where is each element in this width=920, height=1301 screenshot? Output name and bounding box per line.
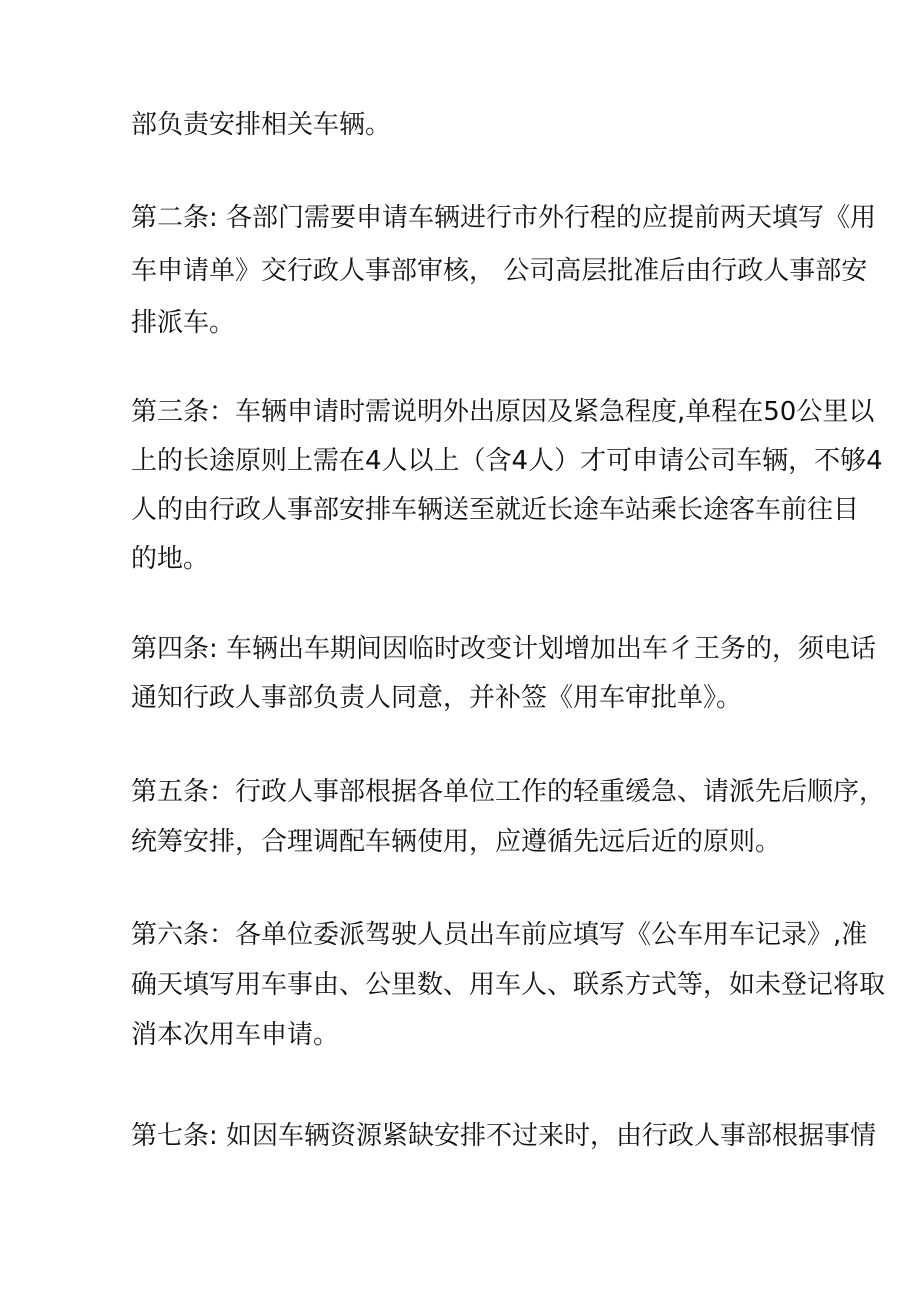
article-3-line-3: 人的由行政人事部安排车辆送至就近长途车站乘长途客车前往目 bbox=[131, 495, 860, 525]
article-2-line-3: 排派车。 bbox=[131, 308, 236, 338]
article-3-line-1: 第三条：车辆申请时需说明外出原因及紧急程度,单程在50公里以 bbox=[131, 397, 875, 427]
article-7-line-1: 第七条: 如因车辆资源紧缺安排不过来时，由行政人事部根据事情 bbox=[131, 1121, 877, 1151]
article-6-line-1: 第六条：各单位委派驾驶人员出车前应填写《公车用车记录》,准 bbox=[131, 920, 868, 950]
article-2-line-1: 第二条: 各部门需要申请车辆进行市外行程的应提前两天填写《用 bbox=[131, 203, 877, 233]
article-2-line-2: 车申请单》交行政人事部审核， 公司高层批准后由行政人事部安 bbox=[131, 256, 868, 286]
paragraph-1-line-1: 部负责安排相关车辆。 bbox=[131, 110, 392, 140]
article-3-line-4: 的地。 bbox=[131, 544, 210, 574]
article-5-line-2: 统筹安排，合理调配车辆使用，应遵循先远后近的原则。 bbox=[131, 827, 782, 857]
article-4-line-2: 通知行政人事部负责人同意，并补签《用车审批单》。 bbox=[131, 683, 743, 713]
article-5-line-1: 第五条：行政人事部根据各单位工作的轻重缓急、请派先后顺序， bbox=[131, 777, 886, 807]
article-4-line-1: 第四条: 车辆出车期间因临时改变计划增加出车彳王务的，须电话 bbox=[131, 634, 877, 664]
article-6-line-3: 消本次用车申请。 bbox=[131, 1020, 340, 1050]
article-3-line-2: 上的长途原则上需在4人以上（含4人）才可申请公司车辆，不够4 bbox=[131, 446, 883, 476]
article-6-line-2: 确天填写用车事由、公里数、用车人、联系方式等，如未登记将取 bbox=[131, 970, 886, 1000]
